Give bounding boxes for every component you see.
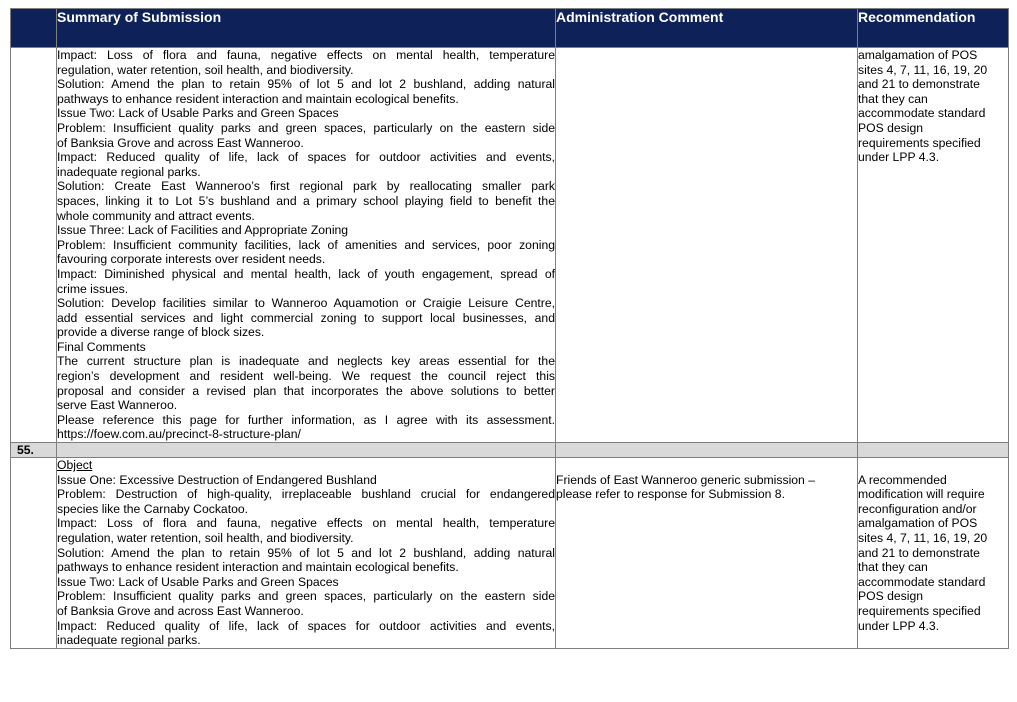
text-line: serve East Wanneroo. — [57, 398, 178, 413]
text-line: add essential services and light commercial zoning to support local businesses, and — [57, 310, 555, 325]
text-line: of Banksia Grove and across East Wanneroo. — [57, 603, 304, 618]
number-cell — [11, 48, 57, 443]
text-line: that they can — [858, 560, 928, 575]
text-line: Solution: Create East Wanneroo’s first regional park by reallocating smaller park — [57, 179, 555, 194]
text-line: Problem: Destruction of high-quality, irreplaceable bushland crucial for endangered — [57, 487, 555, 502]
text-line: Friends of East Wanneroo generic submission – — [556, 472, 815, 487]
text-line: spaces, linking it to Lot 5’s bushland and a primary school playing field to benefit the — [57, 193, 555, 208]
text-line: modification will require — [858, 487, 985, 502]
text-line: region’s development and resident well-being. We request the council reject this — [57, 369, 555, 384]
summary-cell — [57, 48, 556, 443]
header-recommendation: Recommendation — [858, 9, 1009, 48]
recommendation-text — [858, 473, 1008, 634]
text-line: inadequate regional parks. — [57, 164, 201, 179]
text-line: Object — [57, 458, 93, 473]
text-line: sites 4, 7, 11, 16, 19, 20 — [858, 62, 988, 77]
text-line: Impact: Loss of flora and fauna, negative effects on mental health, temperature — [57, 48, 555, 62]
text-line: Problem: Insufficient quality parks and green spaces, particularly on the eastern side — [57, 589, 555, 604]
admin-comment-text — [556, 473, 857, 502]
text-line: sites 4, 7, 11, 16, 19, 20 — [858, 531, 988, 545]
text-line: pathways to enhance resident interaction and maintain ecological benefits. — [57, 560, 459, 575]
text-line: please refer to response for Submission 8. — [556, 487, 785, 502]
separator-cell — [57, 443, 556, 458]
submissions-table — [10, 8, 1009, 649]
header-summary: Summary of Submission — [57, 9, 556, 48]
text-line: A recommended — [858, 472, 947, 487]
text-line: favouring corporate interests over resident needs. — [57, 252, 326, 267]
admin-comment-cell — [556, 458, 858, 649]
text-line: regulation, water retention, soil health, and biodiversity. — [57, 531, 354, 545]
text-line: whole community and attract events. — [57, 208, 255, 223]
text-line: requirements specified — [858, 135, 981, 150]
text-line: accommodate standard — [858, 574, 986, 589]
text-line: under LPP 4.3. — [858, 150, 940, 165]
text-line: requirements specified — [858, 603, 981, 618]
recommendation-cell — [858, 48, 1009, 443]
text-line: that they can — [858, 91, 928, 106]
number-cell — [11, 458, 57, 649]
text-line: Issue One: Excessive Destruction of Endangered Bushland — [57, 472, 377, 487]
text-line: Issue Two: Lack of Usable Parks and Green Spaces — [57, 106, 339, 121]
header-number — [11, 9, 57, 48]
text-line: and 21 to demonstrate — [858, 77, 980, 92]
text-line: Problem: Insufficient community facilities, lack of amenities and services, poor zoning — [57, 237, 555, 252]
text-line: proposal and consider a revised plan that incorporates the above solutions to better — [57, 383, 555, 398]
text-line: species like the Carnaby Cockatoo. — [57, 501, 249, 516]
text-line: POS design — [858, 589, 924, 604]
header-admin-comment: Administration Comment — [556, 9, 858, 48]
text-line: reconfiguration and/or — [858, 501, 977, 516]
text-line: Issue Three: Lack of Facilities and Appropriate Zoning — [57, 223, 349, 238]
text-line: Impact: Diminished physical and mental health, lack of youth engagement, spread of — [57, 266, 555, 281]
text-line: Please reference this page for further information, as I agree with its assessment. — [57, 412, 555, 427]
submission-number: 55. — [11, 443, 57, 458]
separator-cell — [858, 443, 1009, 458]
header-row — [11, 9, 1009, 48]
table-row-submission-55 — [11, 458, 1009, 649]
text-line: The current structure plan is inadequate and neglects key areas essential for the — [57, 354, 555, 369]
text-line: under LPP 4.3. — [858, 618, 940, 633]
text-line: accommodate standard — [858, 106, 986, 121]
text-line: amalgamation of POS — [858, 516, 978, 531]
submission-number-row — [11, 443, 1009, 458]
separator-cell — [556, 443, 858, 458]
text-line: Impact: Loss of flora and fauna, negative effects on mental health, temperature — [57, 516, 555, 531]
text-line: provide a diverse range of block sizes. — [57, 325, 265, 340]
admin-comment-cell — [556, 48, 858, 443]
text-line: and 21 to demonstrate — [858, 545, 980, 560]
text-line: Solution: Amend the plan to retain 95% of lot 5 and lot 2 bushland, adding natural — [57, 545, 555, 560]
text-line: POS design — [858, 120, 924, 135]
summary-cell — [57, 458, 556, 649]
text-line: Issue Two: Lack of Usable Parks and Green Spaces — [57, 574, 339, 589]
text-line: amalgamation of POS — [858, 48, 978, 62]
text-line: Impact: Reduced quality of life, lack of spaces for outdoor activities and events, — [57, 150, 555, 165]
recommendation-cell — [858, 458, 1009, 649]
text-line: https://foew.com.au/precinct-8-structure-plan/ — [57, 427, 301, 442]
text-line: Impact: Reduced quality of life, lack of spaces for outdoor activities and events, — [57, 618, 555, 633]
text-line: Final Comments — [57, 339, 146, 354]
text-line: Solution: Develop facilities similar to Wanneroo Aquamotion or Craigie Leisure Centre, — [57, 296, 555, 311]
text-line: of Banksia Grove and across East Wanneroo. — [57, 135, 304, 150]
text-line: inadequate regional parks. — [57, 633, 201, 648]
text-line: Solution: Amend the plan to retain 95% of lot 5 and lot 2 bushland, adding natural — [57, 77, 555, 92]
text-line: pathways to enhance resident interaction and maintain ecological benefits. — [57, 91, 459, 106]
text-line: Problem: Insufficient quality parks and green spaces, particularly on the eastern side — [57, 120, 555, 135]
text-line: regulation, water retention, soil health, and biodiversity. — [57, 62, 354, 77]
table-row-continued — [11, 48, 1009, 443]
text-line: crime issues. — [57, 281, 129, 296]
